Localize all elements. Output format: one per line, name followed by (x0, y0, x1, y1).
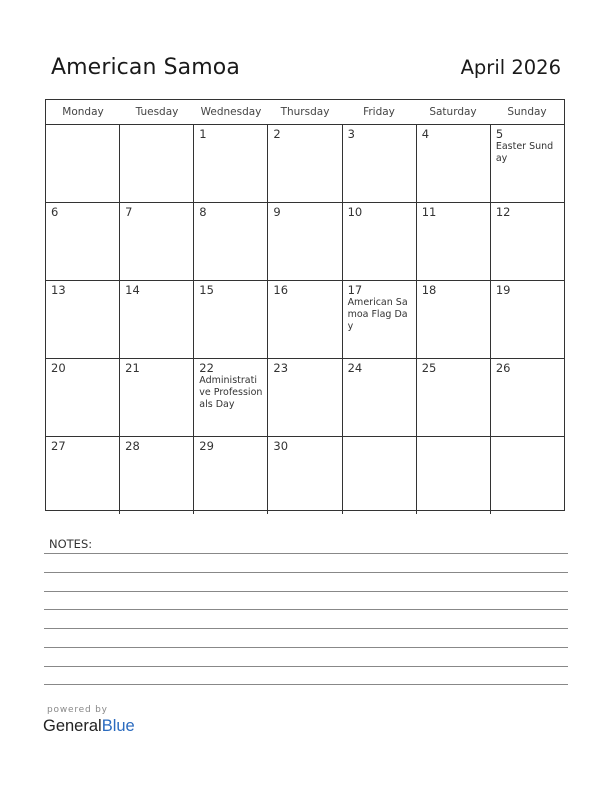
day-cell (343, 437, 417, 514)
week-row (46, 203, 564, 281)
powered-by-label: powered by (47, 705, 108, 715)
day-cell (417, 203, 491, 280)
weekday-thursday: Thursday (280, 106, 330, 118)
page-title: American Samoa (51, 55, 240, 80)
day-number: 22 (199, 361, 214, 375)
day-cell (46, 281, 120, 358)
day-number: 10 (347, 205, 363, 219)
weekday-saturday: Saturday (429, 106, 477, 118)
notes-line (44, 647, 568, 648)
day-cell (194, 203, 268, 280)
day-number: 30 (273, 439, 289, 453)
weekday-monday: Monday (62, 106, 104, 118)
day-number: 11 (421, 205, 437, 219)
notes-line (44, 628, 568, 629)
notes-line (44, 684, 568, 685)
week-row (46, 281, 564, 359)
day-cell (268, 125, 342, 202)
notes-line (44, 666, 568, 667)
day-cell (417, 281, 491, 358)
day-number: 18 (421, 283, 437, 297)
weekday-wednesday: Wednesday (200, 106, 262, 118)
day-cell (491, 437, 564, 514)
day-number: 14 (125, 283, 140, 297)
day-cell (417, 437, 491, 514)
notes-line (44, 553, 568, 554)
day-number: 21 (125, 361, 140, 375)
day-number: 2 (273, 127, 281, 141)
day-number: 15 (199, 283, 214, 297)
day-number: 13 (51, 283, 66, 297)
day-cell (491, 203, 564, 280)
notes-line (44, 572, 568, 573)
day-number: 5 (495, 127, 504, 141)
day-number: 1 (199, 127, 207, 141)
week-row (46, 437, 564, 514)
day-number: 16 (273, 283, 289, 297)
notes-line (44, 609, 568, 610)
day-cell (417, 125, 491, 202)
brand-blue-text: Blue (101, 717, 135, 735)
day-cell (120, 281, 194, 358)
day-cell (194, 359, 268, 436)
weekday-tuesday: Tuesday (135, 106, 179, 118)
day-cell (194, 125, 268, 202)
day-number: 17 (347, 283, 363, 297)
day-cell (268, 437, 342, 514)
day-cell (343, 203, 417, 280)
day-number: 7 (125, 205, 133, 219)
day-number: 29 (199, 439, 214, 453)
day-number: 6 (51, 205, 59, 219)
day-number: 28 (125, 439, 140, 453)
day-number: 4 (421, 127, 430, 141)
day-cell (46, 125, 120, 202)
day-cell (194, 281, 268, 358)
brand-logo[interactable] (43, 717, 135, 736)
day-cell (491, 359, 564, 436)
day-cell (343, 359, 417, 436)
day-cell (417, 359, 491, 436)
day-cell (46, 437, 120, 514)
day-number: 23 (273, 361, 289, 375)
day-number: 3 (347, 127, 355, 141)
event-label: American Samoa Flag Day (347, 297, 408, 332)
day-cell (120, 359, 194, 436)
day-number: 19 (495, 283, 511, 297)
notes-label: NOTES: (49, 537, 93, 551)
weekday-sunday: Sunday (507, 106, 547, 118)
day-cell (268, 203, 342, 280)
week-row (46, 125, 564, 203)
day-number: 9 (273, 205, 281, 219)
week-row (46, 359, 564, 437)
day-cell (343, 125, 417, 202)
day-number: 27 (51, 439, 66, 453)
day-cell (343, 281, 417, 358)
event-label: Administrative Professionals Day (199, 375, 263, 410)
weekday-friday: Friday (363, 106, 395, 118)
notes-line (44, 591, 568, 592)
day-cell (120, 203, 194, 280)
event-label: Easter Sunday (495, 141, 554, 164)
month-year-label: April 2026 (460, 56, 561, 79)
day-cell (46, 359, 120, 436)
day-number: 26 (495, 361, 511, 375)
day-cell (120, 125, 194, 202)
day-number: 25 (421, 361, 437, 375)
day-number: 24 (347, 361, 363, 375)
weekday-header-row (46, 100, 564, 125)
day-number: 12 (495, 205, 511, 219)
day-cell (120, 437, 194, 514)
day-cell (46, 203, 120, 280)
day-cell (268, 359, 342, 436)
day-cell (491, 125, 564, 202)
day-cell (268, 281, 342, 358)
day-cell (194, 437, 268, 514)
brand-general-text: General (43, 717, 102, 735)
day-number: 8 (199, 205, 207, 219)
day-number: 20 (51, 361, 66, 375)
calendar-grid (45, 99, 565, 511)
day-cell (491, 281, 564, 358)
